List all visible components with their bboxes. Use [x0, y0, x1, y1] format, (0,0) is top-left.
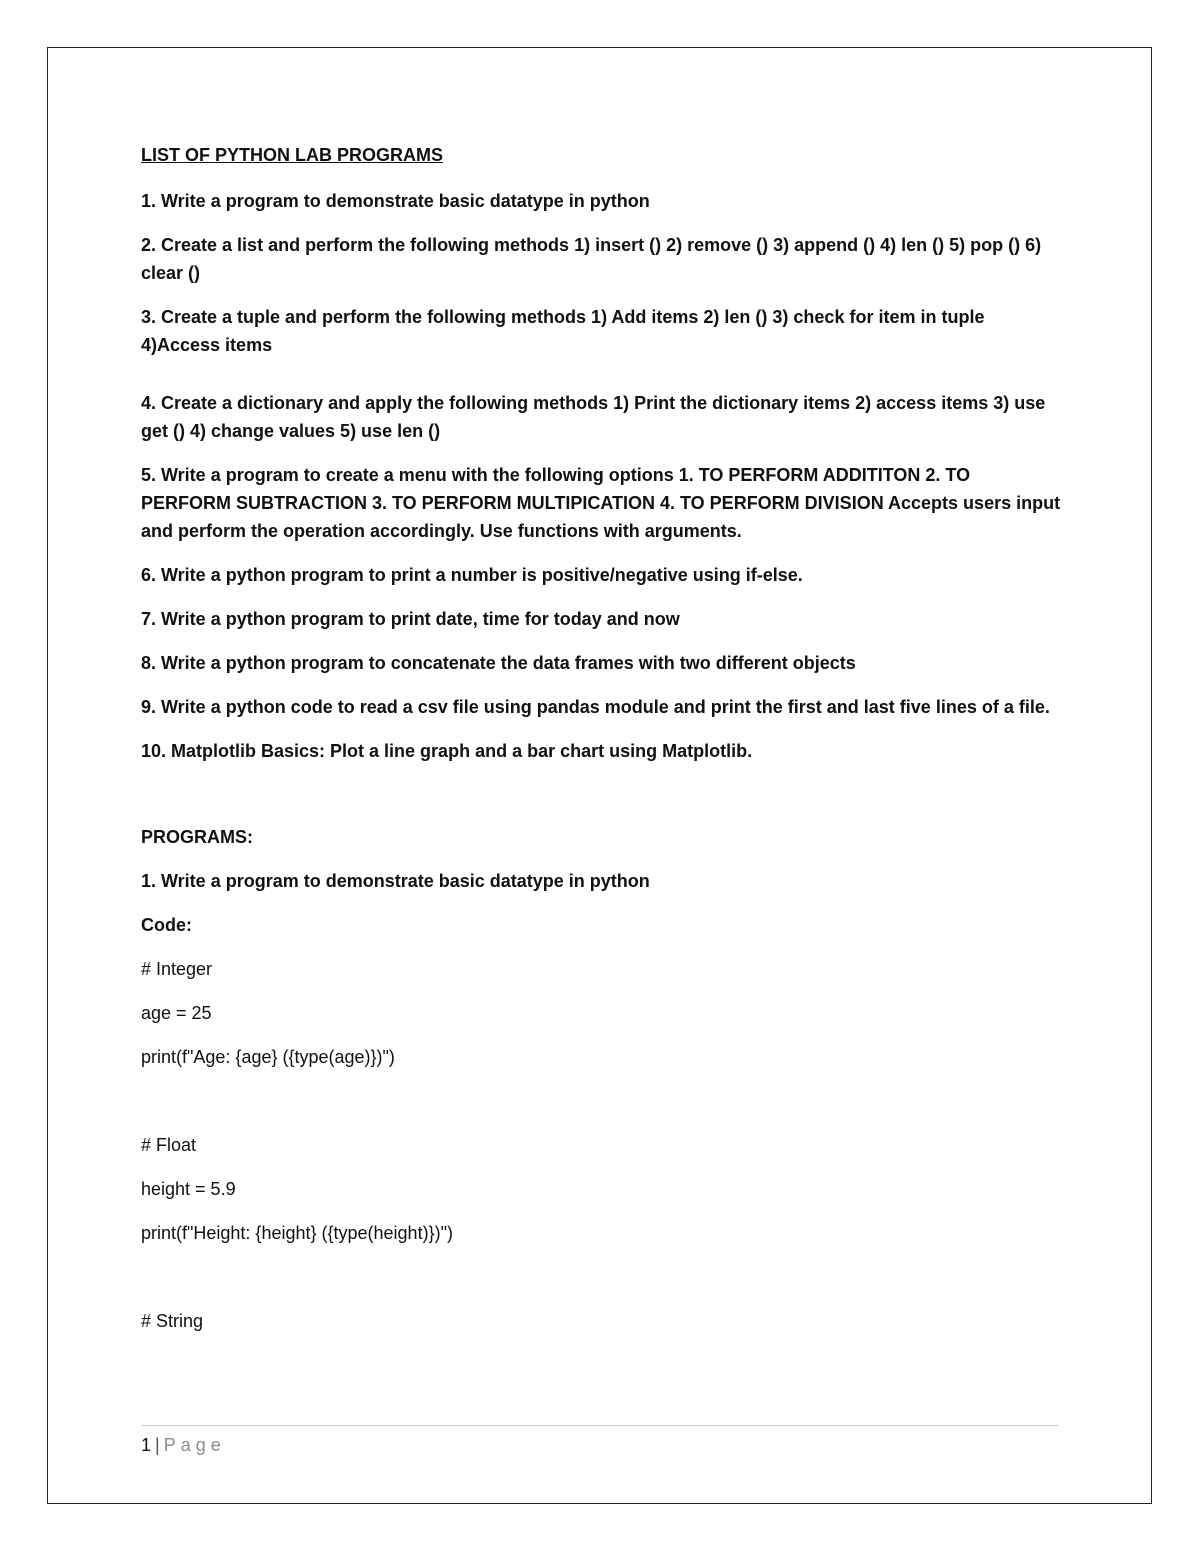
list-item-3: 3. Create a tuple and perform the following methods 1) Add items 2) len () 3) check for item in tuple 4)Access items — [141, 307, 985, 355]
list-item-2: 2. Create a list and perform the following methods 1) insert () 2) remove () 3) append () 4) len () 5) pop () 6) clear () — [141, 235, 1042, 283]
page-word: Page — [163, 1435, 226, 1455]
page-number: 1 — [141, 1435, 152, 1455]
footer-divider — [141, 1425, 1059, 1426]
document-body — [141, 143, 1061, 1351]
list-item-10: 10. Matplotlib Basics: Plot a line graph and a bar chart using Matplotlib. — [141, 741, 753, 761]
programs-heading: PROGRAMS: — [141, 827, 253, 847]
code-line-print-height: print(f"Height: {height} ({type(height)})") — [141, 1223, 453, 1243]
code-line-age: age = 25 — [141, 1003, 212, 1023]
list-item-1: 1. Write a program to demonstrate basic datatype in python — [141, 191, 650, 211]
code-line-float-comment: # Float — [141, 1135, 197, 1155]
code-line-integer-comment: # Integer — [141, 959, 213, 979]
code-label: Code: — [141, 915, 192, 935]
code-line-print-age: print(f"Age: {age} ({type(age)})") — [141, 1047, 395, 1067]
page-footer — [141, 1432, 226, 1458]
list-item-9: 9. Write a python code to read a csv file using pandas module and print the first and last five lines of a file. — [141, 697, 1050, 717]
list-item-7: 7. Write a python program to print date, time for today and now — [141, 609, 680, 629]
code-line-string-comment: # String — [141, 1311, 204, 1331]
list-item-4: 4. Create a dictionary and apply the following methods 1) Print the dictionary items 2) access items 3) use get () 4) change values 5) use len () — [141, 393, 1046, 441]
list-item-6: 6. Write a python program to print a number is positive/negative using if-else. — [141, 565, 803, 585]
program-1-title: 1. Write a program to demonstrate basic datatype in python — [141, 871, 650, 891]
document-title: LIST OF PYTHON LAB PROGRAMS — [141, 145, 444, 165]
list-item-5: 5. Write a program to create a menu with the following options 1. TO PERFORM ADDITITON 2. TO PERFORM SUBTRACTION 3. TO PERFORM MULTIPICATION 4. TO PERFORM DIVISION Accepts users input and perform the operation accordingly. Use functions with arguments. — [141, 465, 1061, 541]
code-line-height: height = 5.9 — [141, 1179, 236, 1199]
list-item-8: 8. Write a python program to concatenate the data frames with two different objects — [141, 653, 856, 673]
footer-separator: | — [155, 1435, 160, 1455]
